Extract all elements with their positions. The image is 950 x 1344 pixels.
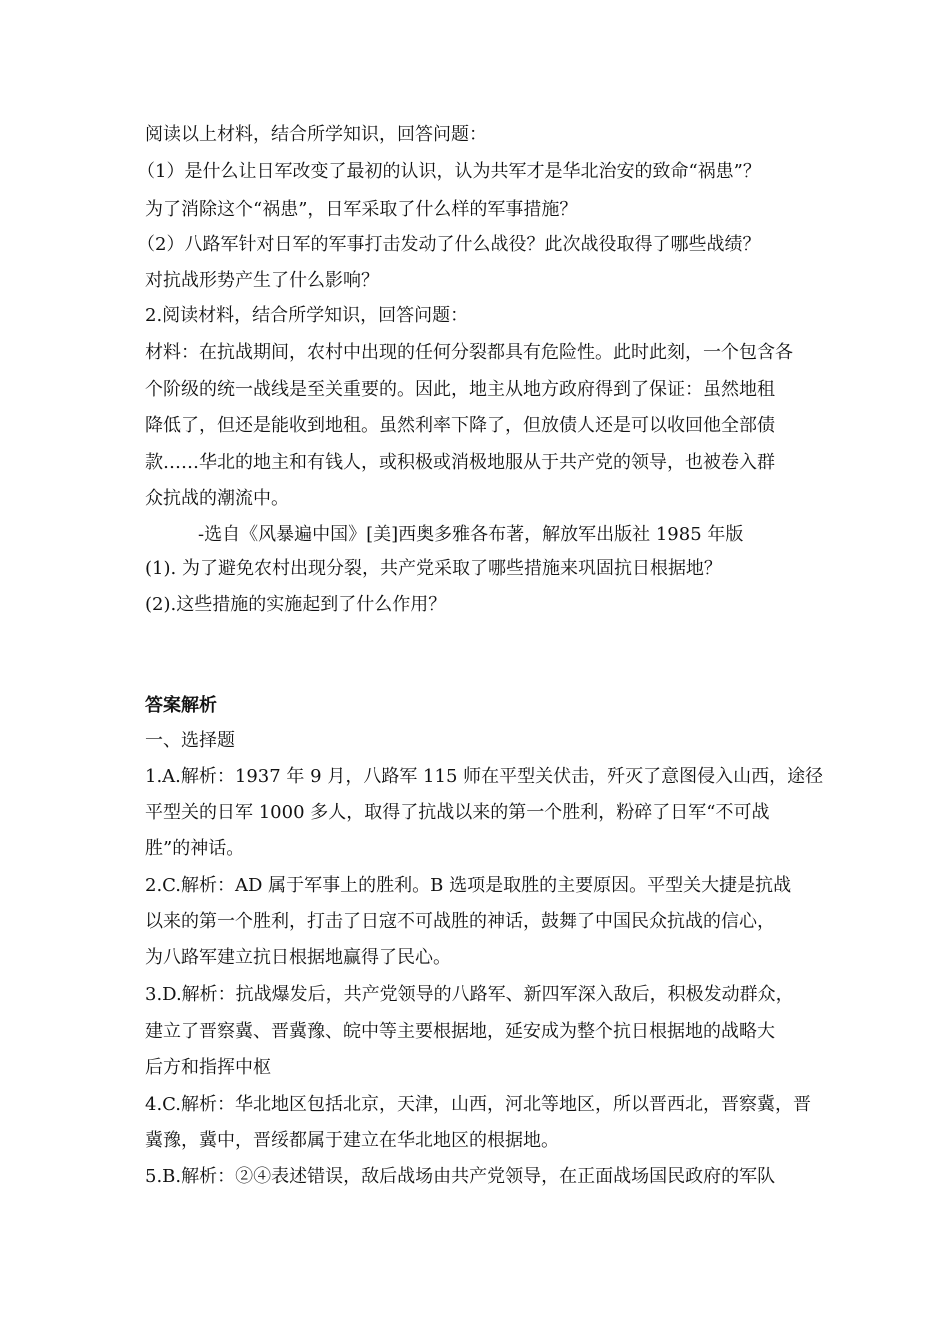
- answers-section: 一、选择题: [145, 730, 235, 751]
- sub-question-1: (1). 为了避免农村出现分裂，共产党采取了哪些措施来巩固抗日根据地？: [145, 558, 722, 579]
- question-1-line-1: （1）是什么让日军改变了最初的认识，认为共军才是华北治安的致命“祸患”？: [137, 161, 761, 182]
- sub-question-2: (2).这些措施的实施起到了什么作用？: [145, 594, 447, 615]
- material-source: -选自《风暴遍中国》[美]西奥多雅各布著，解放军出版社 1985 年版: [198, 524, 744, 545]
- question-2-line-2: 对抗战形势产生了什么影响？: [145, 270, 379, 291]
- material-line: 众抗战的潮流中。: [145, 488, 289, 509]
- material-line: 款……华北的地主和有钱人，或积极或消极地服从于共产党的领导，也被卷入群: [145, 452, 775, 473]
- answer-line: 以来的第一个胜利，打击了日寇不可战胜的神话，鼓舞了中国民众抗战的信心，: [145, 911, 775, 932]
- answer-line: 胜”的神话。: [145, 838, 245, 859]
- questions-intro: 阅读以上材料，结合所学知识，回答问题：: [145, 124, 487, 145]
- answer-line: 为八路军建立抗日根据地赢得了民心。: [145, 947, 451, 968]
- material-line: 降低了，但还是能收到地租。虽然利率下降了，但放债人还是可以收回他全部债: [145, 415, 775, 436]
- answer-line: 平型关的日军 1000 多人，取得了抗战以来的第一个胜利，粉碎了日军“不可战: [145, 802, 770, 823]
- answer-line: 后方和指挥中枢: [145, 1057, 271, 1078]
- answer-line: 1.A.解析：1937 年 9 月，八路军 115 师在平型关伏击，歼灭了意图侵入山西，途径: [145, 766, 824, 787]
- material-line: 材料：在抗战期间，农村中出现的任何分裂都具有危险性。此时此刻，一个包含各: [145, 342, 793, 363]
- answer-line: 建立了晋察冀、晋冀豫、皖中等主要根据地，延安成为整个抗日根据地的战略大: [145, 1021, 775, 1042]
- answer-line: 5.B.解析：②④表述错误，敌后战场由共产党领导，在正面战场国民政府的军队: [145, 1166, 776, 1187]
- answer-line: 2.C.解析：AD 属于军事上的胜利。B 选项是取胜的主要原因。平型关大捷是抗战: [145, 875, 792, 896]
- answer-line: 3.D.解析：抗战爆发后，共产党领导的八路军、新四军深入敌后，积极发动群众，: [145, 984, 794, 1005]
- answer-line: 冀豫，冀中，晋绥都属于建立在华北地区的根据地。: [145, 1130, 559, 1151]
- answers-title: 答案解析: [145, 695, 217, 716]
- question-2-heading: 2.阅读材料，结合所学知识，回答问题：: [145, 305, 469, 326]
- question-2-line-1: （2）八路军针对日军的军事打击发动了什么战役？此次战役取得了哪些战绩？: [137, 234, 761, 255]
- answer-line: 4.C.解析：华北地区包括北京，天津，山西，河北等地区，所以晋西北，晋察冀，晋: [145, 1094, 812, 1115]
- material-line: 个阶级的统一战线是至关重要的。因此，地主从地方政府得到了保证：虽然地租: [145, 379, 775, 400]
- question-1-line-2: 为了消除这个“祸患”，日军采取了什么样的军事措施？: [145, 199, 578, 220]
